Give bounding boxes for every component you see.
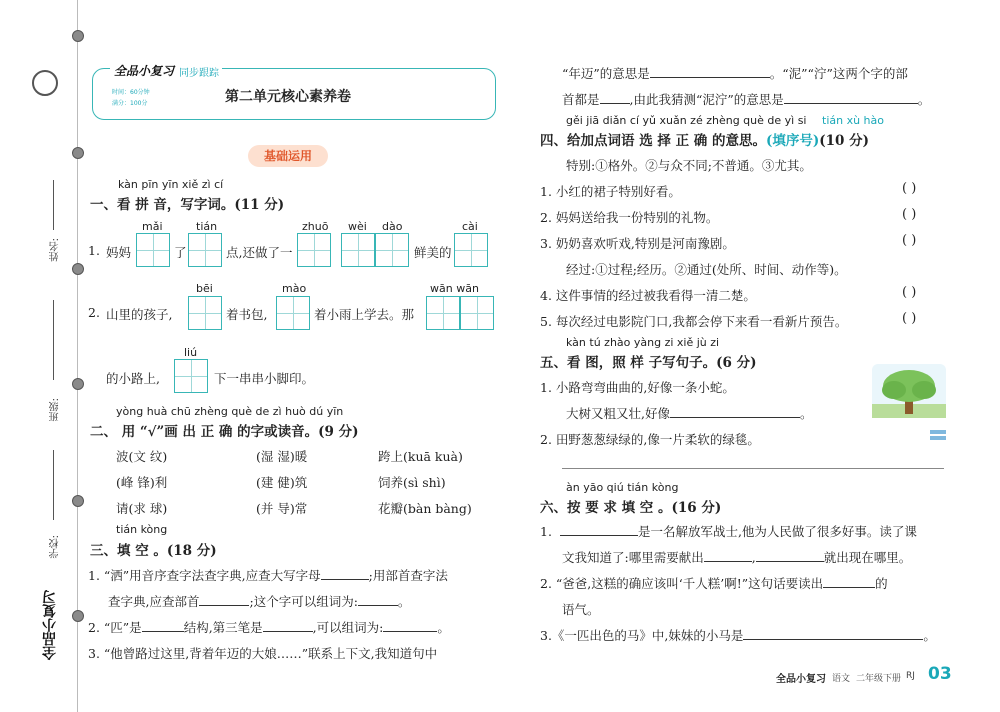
name-blank-line (53, 180, 54, 230)
pinyin-label: mào (282, 282, 307, 295)
answer-blank[interactable] (321, 567, 369, 580)
char-grid[interactable] (297, 233, 331, 267)
choice-item[interactable]: 花瓣(bàn bàng) (378, 501, 472, 516)
sentence-text: 是一名解放军战士,他为人民做了很多好事。读了课 (637, 524, 917, 539)
pinyin-label: cài (462, 220, 478, 233)
example-sentence: 2. 田野葱葱绿绿的,像一片柔软的绿毯。 (540, 432, 760, 447)
sentence-text: 着书包, (226, 307, 268, 322)
sentence-text: 3.《一匹出色的马》中,妹妹的小马是 (540, 628, 744, 643)
answer-blank[interactable] (743, 627, 923, 640)
binding-hole (72, 495, 84, 507)
sentence-text: 妈妈 (106, 245, 132, 260)
answer-paren[interactable]: ( ) (902, 285, 917, 300)
answer-paren[interactable]: ( ) (902, 233, 917, 248)
answer-blank[interactable] (560, 523, 638, 536)
q2-title: 二、 用 “√”画 出 正 确 的字或读音。(9 分) (90, 424, 359, 440)
binding-line (77, 0, 78, 712)
seal-icon (32, 70, 58, 96)
answer-blank[interactable] (823, 575, 875, 588)
footer-edition: RJ (906, 671, 915, 681)
brand-logo: 全品小复习 (110, 62, 178, 79)
sentence-text: 。 (437, 620, 450, 635)
sentence-text: 3. “他曾路过这里,背着年迈的大娘……”联系上下文,我知道句中 (88, 646, 438, 661)
pinyin-label: wèi (348, 220, 367, 233)
sentence-text: ,由此我猜测“泥泞”的意思是 (629, 92, 784, 107)
q5-title: 五、看 图，照 样 子写句子。(6 分) (540, 355, 757, 371)
binding-hole (72, 147, 84, 159)
pinyin-label: bēi (196, 282, 213, 295)
answer-line[interactable] (562, 468, 944, 469)
school-blank-line (53, 450, 54, 520)
binding-hole (72, 30, 84, 42)
q1-pinyin: kàn pīn yīn xiě zì cí (118, 178, 224, 191)
char-grid[interactable] (276, 296, 310, 330)
char-grid[interactable] (460, 296, 494, 330)
char-grid[interactable] (136, 233, 170, 267)
q4-title-score: (10 分) (819, 133, 870, 149)
q6-line1b (562, 548, 911, 566)
sentence-text: 点,还做了一 (226, 245, 293, 260)
sentence-text: 2. “匹”是 (88, 620, 142, 635)
sentence-text: 着小雨上学去。那 (314, 307, 415, 322)
question-item: 5. 每次经过电影院门口,我都会停下来看一看新片预告。 (540, 314, 848, 329)
q1-title: 一、看 拼 音，写字词。(11 分) (90, 197, 285, 213)
sentence-text: 。 (923, 628, 936, 643)
answer-blank[interactable] (756, 549, 824, 562)
sentence-text: 文我知道了:哪里需要献出 (562, 550, 704, 565)
pinyin-label: tián (196, 220, 218, 233)
tree-illustration (872, 364, 946, 444)
question-item: 2. 妈妈送给我一份特别的礼物。 (540, 210, 719, 225)
item-number: 2. (88, 305, 100, 320)
answer-blank[interactable] (784, 91, 918, 104)
answer-paren[interactable]: ( ) (902, 181, 917, 196)
sentence-text: ,可以组词为: (312, 620, 384, 635)
sentence-text: 大树又粗又壮,好像 (566, 406, 670, 421)
q3-line1b (108, 592, 410, 610)
sentence-text: 1. (540, 524, 552, 539)
question-item: 3. 奶奶喜欢听戏,特别是河南豫剧。 (540, 236, 735, 251)
sentence-text: 查字典,应查部首 (108, 594, 200, 609)
definition-text: 经过:①过程;经历。②通过(处所、时间、动作等)。 (566, 262, 847, 277)
answer-blank[interactable] (263, 619, 313, 632)
answer-paren[interactable]: ( ) (902, 311, 917, 326)
sentence-text: 。 (799, 406, 813, 421)
char-grid[interactable] (454, 233, 488, 267)
char-grid[interactable] (188, 296, 222, 330)
sentence-text: 就出现在哪里。 (823, 550, 912, 565)
definition-text: 特别:①格外。②与众不同;不普通。③尤其。 (566, 158, 812, 173)
q3-cont-line2 (562, 90, 930, 108)
choice-item[interactable]: 饲养(sì shì) (378, 475, 446, 490)
q4-pinyin-hl: tián xù hào (822, 114, 884, 127)
q3-title: 三、填 空 。(18 分) (90, 543, 217, 559)
sentence-text: 首都是 (562, 92, 600, 107)
q5-fill-line (566, 404, 813, 422)
choice-item[interactable]: 跨上(kuā kuà) (378, 449, 463, 464)
sentence-text: 鲜美的 (414, 245, 452, 260)
answer-blank[interactable] (670, 405, 800, 418)
answer-blank[interactable] (383, 619, 437, 632)
answer-blank[interactable] (142, 619, 184, 632)
question-item: 1. 小红的裙子特别好看。 (540, 184, 681, 199)
char-grid[interactable] (341, 233, 375, 267)
sentence-text: ;用部首查字法 (368, 568, 448, 583)
pinyin-label: dào (382, 220, 403, 233)
class-label: 班级: (50, 398, 61, 422)
item-number: 1. (88, 243, 100, 258)
example-sentence: 1. 小路弯弯曲曲的,好像一条小蛇。 (540, 380, 735, 395)
class-blank-line (53, 300, 54, 380)
sentence-text: 山里的孩子, (106, 307, 173, 322)
footer-brand: 全品小复习 (776, 674, 826, 685)
choice-item[interactable]: (峰 锋)利 (116, 475, 168, 490)
footer-grade: 二年级下册 (856, 674, 902, 684)
page-title: 第二单元核心素养卷 (225, 89, 351, 105)
sentence-text: 下一串串小脚印。 (214, 371, 315, 386)
q3-line2 (88, 618, 450, 636)
choice-item[interactable]: (并 导)常 (256, 501, 308, 516)
binding-hole (72, 263, 84, 275)
sentence-text: 1. “洒”用音序查字法查字典,应查大写字母 (88, 568, 321, 583)
q4-title (540, 129, 869, 149)
q5-pinyin: kàn tú zhào yàng zi xiě jù zi (566, 336, 720, 349)
answer-blank[interactable] (704, 549, 752, 562)
section-badge: 基础运用 (248, 145, 328, 167)
sentence-text: 2. “爸爸,这糕的确应该叫‘千人糕’啊!”这句话要读出 (540, 576, 824, 591)
sentence-text: ;这个字可以组词为: (249, 594, 358, 609)
q6-line2 (540, 574, 888, 592)
page-number: 03 (928, 664, 952, 684)
sentence-text: 的小路上, (106, 371, 160, 386)
q6-line1 (540, 522, 917, 540)
answer-blank[interactable] (600, 91, 630, 104)
question-item: 4. 这件事情的经过被我看得一清二楚。 (540, 288, 756, 303)
binding-hole (72, 378, 84, 390)
q3-cont-line1 (562, 64, 908, 82)
brand-logo-vertical: 全品小复习 (42, 590, 58, 660)
sentence-text: 结构,第三笔是 (183, 620, 263, 635)
footer-subject: 语文 (832, 674, 851, 684)
sentence-text: 。 (917, 92, 931, 107)
q4-title-highlight: (填序号) (766, 133, 820, 149)
sentence-text: 。 (397, 594, 411, 609)
pinyin-label: liú (184, 346, 198, 359)
char-grid[interactable] (375, 233, 409, 267)
q3-pinyin: tián kòng (116, 523, 168, 536)
choice-item[interactable]: (建 健)筑 (256, 475, 308, 490)
answer-blank[interactable] (650, 65, 770, 78)
pinyin-label: zhuō (302, 220, 329, 233)
school-label: 学校: (50, 535, 61, 559)
time-info: 时间：60分钟 (112, 89, 150, 96)
answer-paren[interactable]: ( ) (902, 207, 917, 222)
q4-pinyin: gěi jiā diǎn cí yǔ xuǎn zé zhèng què de yì si (566, 114, 807, 127)
binding-hole (72, 610, 84, 622)
answer-blank[interactable] (358, 593, 398, 606)
char-grid[interactable] (174, 359, 208, 393)
header-sub: 同步跟踪 (176, 64, 222, 79)
sentence-text: 。“泥”“泞”这两个字的部 (769, 66, 908, 81)
sentence-text: “年迈”的意思是 (562, 66, 650, 81)
pinyin-label: mǎi (142, 220, 163, 233)
q2-pinyin: yòng huà chū zhèng què de zì huò dú yīn (116, 405, 344, 418)
q6-title: 六、按 要 求 填 空 。(16 分) (540, 500, 722, 516)
score-info: 满分：100分 (112, 100, 148, 107)
choice-item[interactable]: 请(求 球) (116, 501, 168, 516)
sentence-text: 的 (875, 576, 888, 591)
choice-item[interactable]: (湿 湿)暖 (256, 449, 308, 464)
binding-margin (0, 0, 86, 712)
sentence-text: 语气。 (562, 602, 600, 617)
char-grid[interactable] (426, 296, 460, 330)
sentence-text: 了 (174, 245, 187, 260)
answer-blank[interactable] (199, 593, 249, 606)
char-grid[interactable] (188, 233, 222, 267)
q3-line1 (88, 566, 448, 584)
name-label: 姓名: (50, 238, 61, 262)
q4-title-text: 四、给加点词语 选 择 正 确 的意思。 (540, 133, 766, 149)
sentence-text: , (751, 550, 756, 565)
choice-item[interactable]: 波(文 纹) (116, 449, 168, 464)
q6-pinyin: àn yāo qiú tián kòng (566, 481, 679, 494)
q6-line3 (540, 626, 936, 644)
pinyin-label: wān wān (430, 282, 479, 295)
